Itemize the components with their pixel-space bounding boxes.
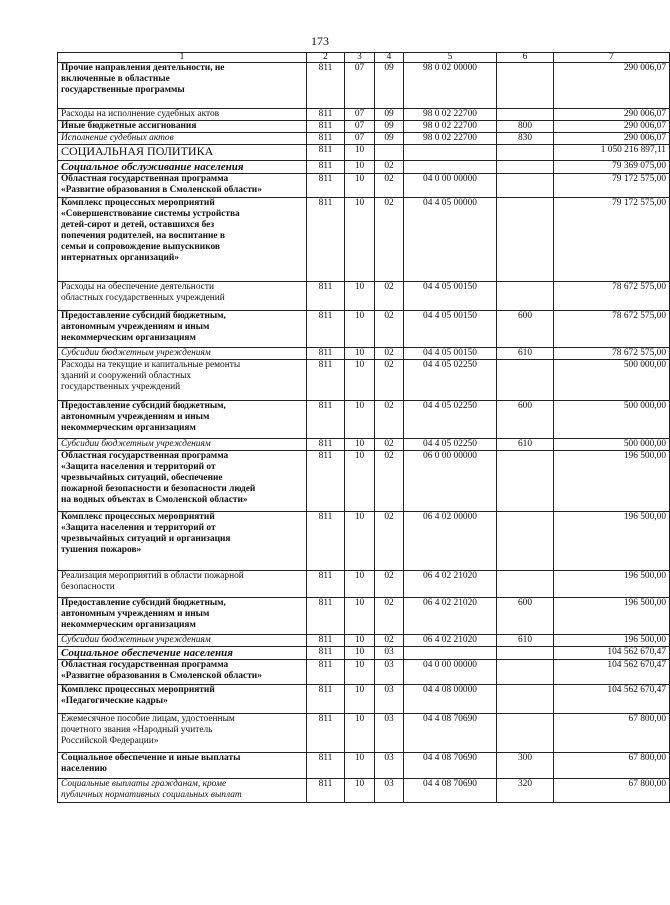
row-department-code: 811	[307, 401, 345, 439]
row-name: Расходы на исполнение судебных актов	[58, 109, 307, 121]
row-subsection-code: 02	[375, 311, 404, 348]
row-expense-type: 600	[497, 401, 554, 439]
row-section-code: 10	[345, 311, 375, 348]
row-subsection-code: 02	[375, 512, 404, 571]
row-subsection-code: 09	[375, 133, 404, 145]
row-section-code: 10	[345, 685, 375, 714]
row-expense-type	[497, 161, 554, 174]
row-amount: 67 800,00	[554, 753, 670, 779]
row-subsection-code: 02	[375, 161, 404, 174]
row-expense-type: 600	[497, 311, 554, 348]
row-amount: 500 000,00	[554, 360, 670, 401]
row-expense-type: 610	[497, 635, 554, 647]
table-row	[58, 174, 670, 198]
table-row	[58, 109, 670, 121]
row-amount: 79 172 575,00	[554, 174, 670, 198]
row-subsection-code: 02	[375, 360, 404, 401]
column-header-expense-type: 6	[497, 53, 554, 63]
table-row	[58, 714, 670, 753]
row-name: Расходы на обеспечение деятельности областных государственных учреждений	[58, 282, 307, 311]
row-subsection-code: 03	[375, 779, 404, 803]
row-target-article: 98 0 02 22700	[404, 109, 497, 121]
row-amount: 196 500,00	[554, 451, 670, 512]
row-target-article: 04 4 05 02250	[404, 401, 497, 439]
row-amount: 196 500,00	[554, 598, 670, 635]
row-expense-type	[497, 660, 554, 685]
row-name: Социальное обеспечение населения	[58, 647, 307, 660]
row-department-code: 811	[307, 571, 345, 598]
row-department-code: 811	[307, 647, 345, 660]
row-expense-type	[497, 571, 554, 598]
table-row	[58, 753, 670, 779]
row-department-code: 811	[307, 161, 345, 174]
row-target-article: 04 4 05 00150	[404, 311, 497, 348]
table-row	[58, 360, 670, 401]
row-name: Предоставление субсидий бюджетным, автономным учреждениям и иным некоммерческим организациям	[58, 401, 307, 439]
row-department-code: 811	[307, 348, 345, 360]
table-row	[58, 282, 670, 311]
row-section-code: 10	[345, 198, 375, 282]
table-row	[58, 145, 670, 161]
row-amount: 104 562 670,47	[554, 647, 670, 660]
row-amount: 79 172 575,00	[554, 198, 670, 282]
budget-table	[57, 52, 670, 803]
row-department-code: 811	[307, 779, 345, 803]
row-target-article	[404, 145, 497, 161]
row-subsection-code: 09	[375, 121, 404, 133]
row-name: Социальное обеспечение и иные выплаты населению	[58, 753, 307, 779]
table-row	[58, 571, 670, 598]
row-amount: 79 369 075,00	[554, 161, 670, 174]
row-department-code: 811	[307, 282, 345, 311]
row-amount: 1 050 216 897,11	[554, 145, 670, 161]
row-section-code: 10	[345, 647, 375, 660]
row-amount: 290 006,07	[554, 63, 670, 109]
row-section-code: 07	[345, 109, 375, 121]
row-name: Предоставление субсидий бюджетным, автономным учреждениям и иным некоммерческим организациям	[58, 598, 307, 635]
row-name: Субсидии бюджетным учреждениям	[58, 439, 307, 451]
table-row	[58, 598, 670, 635]
row-subsection-code: 02	[375, 571, 404, 598]
row-subsection-code: 09	[375, 109, 404, 121]
table-row	[58, 512, 670, 571]
table-row	[58, 660, 670, 685]
row-department-code: 811	[307, 63, 345, 109]
row-department-code: 811	[307, 109, 345, 121]
row-amount: 67 800,00	[554, 779, 670, 803]
row-name: Прочие направления деятельности, не включенные в областные государственные программы	[58, 63, 307, 109]
row-section-code: 10	[345, 161, 375, 174]
column-header-name: 1	[58, 53, 307, 63]
table-row	[58, 161, 670, 174]
row-expense-type: 830	[497, 133, 554, 145]
row-department-code: 811	[307, 598, 345, 635]
row-target-article: 98 0 02 00000	[404, 63, 497, 109]
row-department-code: 811	[307, 685, 345, 714]
row-section-code: 10	[345, 348, 375, 360]
row-section-code: 10	[345, 439, 375, 451]
row-expense-type	[497, 282, 554, 311]
row-amount: 196 500,00	[554, 512, 670, 571]
row-target-article: 06 4 02 21020	[404, 635, 497, 647]
row-department-code: 811	[307, 145, 345, 161]
row-department-code: 811	[307, 174, 345, 198]
row-target-article: 98 0 02 22700	[404, 121, 497, 133]
budget-table-body	[58, 53, 670, 803]
row-section-code: 07	[345, 63, 375, 109]
row-target-article: 98 0 02 22700	[404, 133, 497, 145]
row-section-code: 10	[345, 753, 375, 779]
row-section-code: 10	[345, 360, 375, 401]
row-section-code: 10	[345, 779, 375, 803]
row-target-article	[404, 647, 497, 660]
row-target-article: 04 4 05 00150	[404, 348, 497, 360]
row-target-article: 06 4 02 00000	[404, 512, 497, 571]
row-department-code: 811	[307, 311, 345, 348]
row-name: Реализация мероприятий в области пожарной безопасности	[58, 571, 307, 598]
table-row	[58, 198, 670, 282]
row-name: Предоставление субсидий бюджетным, автономным учреждениям и иным некоммерческим организациям	[58, 311, 307, 348]
row-department-code: 811	[307, 121, 345, 133]
row-subsection-code: 03	[375, 647, 404, 660]
row-subsection-code: 02	[375, 635, 404, 647]
row-section-code: 07	[345, 121, 375, 133]
row-subsection-code: 02	[375, 401, 404, 439]
row-expense-type	[497, 512, 554, 571]
row-target-article: 04 4 08 70690	[404, 753, 497, 779]
row-target-article: 04 4 05 00150	[404, 282, 497, 311]
row-expense-type	[497, 647, 554, 660]
row-department-code: 811	[307, 198, 345, 282]
row-subsection-code: 03	[375, 753, 404, 779]
row-section-code: 10	[345, 635, 375, 647]
row-target-article: 04 4 08 70690	[404, 714, 497, 753]
column-header-subsection: 4	[375, 53, 404, 63]
row-subsection-code: 03	[375, 714, 404, 753]
row-department-code: 811	[307, 753, 345, 779]
row-target-article: 04 4 05 02250	[404, 360, 497, 401]
row-subsection-code: 02	[375, 348, 404, 360]
row-amount: 104 562 670,47	[554, 685, 670, 714]
row-expense-type	[497, 145, 554, 161]
column-header-department: 2	[307, 53, 345, 63]
row-amount: 196 500,00	[554, 571, 670, 598]
row-name: Комплекс процессных мероприятий «Педагогические кадры»	[58, 685, 307, 714]
row-subsection-code: 02	[375, 598, 404, 635]
page-number: 173	[311, 34, 329, 48]
row-subsection-code: 09	[375, 63, 404, 109]
table-row	[58, 779, 670, 803]
row-amount: 290 006,07	[554, 109, 670, 121]
column-header-row	[58, 53, 670, 63]
row-subsection-code: 02	[375, 282, 404, 311]
table-row	[58, 133, 670, 145]
row-department-code: 811	[307, 439, 345, 451]
row-subsection-code: 02	[375, 451, 404, 512]
table-row	[58, 311, 670, 348]
table-row	[58, 647, 670, 660]
column-header-amount: 7	[554, 53, 670, 63]
row-section-code: 07	[345, 133, 375, 145]
row-name: Иные бюджетные ассигнования	[58, 121, 307, 133]
row-expense-type	[497, 63, 554, 109]
row-expense-type	[497, 109, 554, 121]
row-name: Ежемесячное пособие лицам, удостоенным почетного звания «Народный учитель Российской Федерации»	[58, 714, 307, 753]
row-expense-type: 610	[497, 439, 554, 451]
row-section-code: 10	[345, 714, 375, 753]
table-row	[58, 451, 670, 512]
row-section-code: 10	[345, 660, 375, 685]
row-target-article: 04 4 05 02250	[404, 439, 497, 451]
table-row	[58, 439, 670, 451]
table-row	[58, 401, 670, 439]
row-subsection-code: 02	[375, 439, 404, 451]
row-subsection-code: 03	[375, 660, 404, 685]
table-row	[58, 121, 670, 133]
table-row	[58, 635, 670, 647]
row-section-code: 10	[345, 512, 375, 571]
row-target-article: 04 4 08 00000	[404, 685, 497, 714]
row-amount: 78 672 575,00	[554, 348, 670, 360]
table-row	[58, 348, 670, 360]
row-department-code: 811	[307, 360, 345, 401]
row-subsection-code: 03	[375, 685, 404, 714]
column-header-section: 3	[345, 53, 375, 63]
column-header-target-article: 5	[404, 53, 497, 63]
row-name: Социальные выплаты гражданам, кроме публичных нормативных социальных выплат	[58, 779, 307, 803]
row-section-code: 10	[345, 401, 375, 439]
row-name: Субсидии бюджетным учреждениям	[58, 635, 307, 647]
row-expense-type	[497, 685, 554, 714]
row-department-code: 811	[307, 714, 345, 753]
row-name: Областная государственная программа «Развитие образования в Смоленской области»	[58, 660, 307, 685]
row-target-article: 04 4 05 00000	[404, 198, 497, 282]
row-subsection-code: 02	[375, 198, 404, 282]
row-expense-type	[497, 714, 554, 753]
row-department-code: 811	[307, 133, 345, 145]
row-target-article: 06 0 00 00000	[404, 451, 497, 512]
row-amount: 500 000,00	[554, 439, 670, 451]
row-expense-type: 300	[497, 753, 554, 779]
row-amount: 290 006,07	[554, 121, 670, 133]
row-name: Комплекс процессных мероприятий «Совершенствование системы устройства детей-сирот и детей, оставшихся без попечения родителей, на воспитание в семьи и сопровождение выпускников интернатных организаций»	[58, 198, 307, 282]
row-subsection-code	[375, 145, 404, 161]
row-amount: 500 000,00	[554, 401, 670, 439]
row-amount: 104 562 670,47	[554, 660, 670, 685]
row-section-code: 10	[345, 451, 375, 512]
row-amount: 78 672 575,00	[554, 311, 670, 348]
row-target-article: 04 0 00 00000	[404, 660, 497, 685]
row-section-code: 10	[345, 282, 375, 311]
row-expense-type: 600	[497, 598, 554, 635]
row-amount: 196 500,00	[554, 635, 670, 647]
table-row	[58, 685, 670, 714]
row-expense-type: 320	[497, 779, 554, 803]
row-target-article: 04 0 00 00000	[404, 174, 497, 198]
row-department-code: 811	[307, 451, 345, 512]
row-department-code: 811	[307, 660, 345, 685]
row-amount: 290 006,07	[554, 133, 670, 145]
row-section-code: 10	[345, 571, 375, 598]
row-subsection-code: 02	[375, 174, 404, 198]
row-section-code: 10	[345, 598, 375, 635]
table-row	[58, 63, 670, 109]
row-target-article: 04 4 08 70690	[404, 779, 497, 803]
row-section-code: 10	[345, 145, 375, 161]
row-expense-type	[497, 174, 554, 198]
row-target-article	[404, 161, 497, 174]
row-name: Областная государственная программа «Защита населения и территорий от чрезвычайных ситуаций, обеспечение пожарной безопасности и безопасности людей на водных объектах в Смоленской области»	[58, 451, 307, 512]
row-name: Областная государственная программа «Развитие образования в Смоленской области»	[58, 174, 307, 198]
row-name: СОЦИАЛЬНАЯ ПОЛИТИКА	[58, 145, 307, 161]
row-expense-type	[497, 360, 554, 401]
row-name: Расходы на текущие и капитальные ремонты зданий и сооружений областных государственных учреждений	[58, 360, 307, 401]
row-section-code: 10	[345, 174, 375, 198]
row-department-code: 811	[307, 635, 345, 647]
row-department-code: 811	[307, 512, 345, 571]
row-name: Комплекс процессных мероприятий «Защита населения и территорий от чрезвычайных ситуаций и организация тушения пожаров»	[58, 512, 307, 571]
row-expense-type: 800	[497, 121, 554, 133]
row-target-article: 06 4 02 21020	[404, 571, 497, 598]
row-expense-type	[497, 451, 554, 512]
row-expense-type: 610	[497, 348, 554, 360]
row-expense-type	[497, 198, 554, 282]
row-amount: 67 800,00	[554, 714, 670, 753]
row-name: Социальное обслуживание населения	[58, 161, 307, 174]
row-name: Субсидии бюджетным учреждениям	[58, 348, 307, 360]
row-target-article: 06 4 02 21020	[404, 598, 497, 635]
row-name: Исполнение судебных актов	[58, 133, 307, 145]
row-amount: 78 672 575,00	[554, 282, 670, 311]
